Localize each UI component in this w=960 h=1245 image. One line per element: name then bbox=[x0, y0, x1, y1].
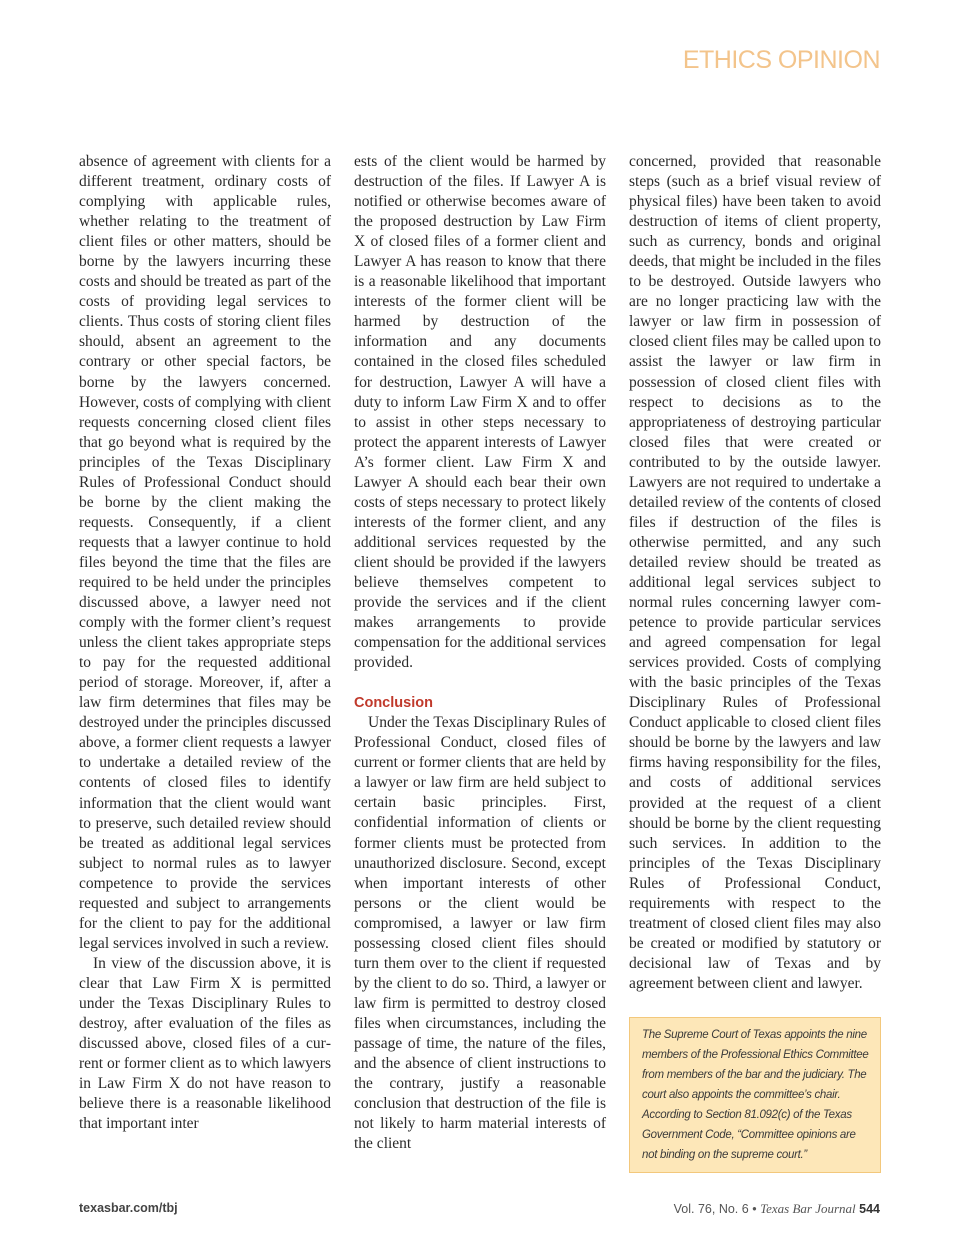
body-paragraph: ests of the client would be harmed by destruction of the files. If Lawyer A is notified or otherwise becomes aware of the proposed destruction by Law Firm X of closed files of a former client and Lawyer A has reason to know that there is a reasonable likelihood that important interests of the former client will be harmed by destruction of the information and any documents contained in the closed files scheduled for destruction, Lawyer A will have a duty to inform Law Firm X and to offer to assist in other steps necessary to protect the apparent interests of Lawyer A’s former client. Law Firm X and Lawyer A should each bear their own costs of steps necessary to protect likely interests of the former client, and any additional services requested by the client should be provided if the lawyers believe themselves competent to provide the services and if the client makes arrangements to provide compensation for the additional services provided. bbox=[354, 153, 606, 672]
footer-bullet: • bbox=[752, 1202, 757, 1216]
body-paragraph: concerned, provided that reasonable steps (such as a brief visual review of physical files) have been taken to avoid destruction of items of client property, such as currency, bonds and original deeds, that might be included in the files to be destroyed. Outside lawyers who are no longer practicing law with the lawyer or law firm in possession of closed client files may be called upon to assist the lawyer or law firm in possession of closed client files with respect to decisions as to the appropriateness of destroying particular closed files that were created or contributed to by the outside lawyer. Lawyers are not required to undertake a detailed review of the contents of closed files if destruction of the files is otherwise permitted, and any such detailed review should be treated as additional legal services subject to normal rules concerning lawyer competence to provide particular services and agreed compensation for legal services provided. Costs of complying with the basic principles of the Texas Disciplinary Rules of Professional Conduct applicable to closed client files should be borne by the lawyers and law firms having responsibility for the files, and costs of additional services provided at the request of a client should be borne by the client requesting such services. In addition to the principles of the Texas Disciplinary Rules of Professional Conduct, requirements with respect to the treatment of closed client files may also be created or modified by statutory or decisional law of Texas and by agreement between client and lawyer. bbox=[629, 153, 881, 992]
text-column-2 bbox=[354, 152, 606, 1154]
committee-note-box: The Supreme Court of Texas appoints the nine members of the Professional Ethics Committee from members of the bar and the judiciary. The court also appoints the committee’s chair. According to Section 81.092(c) of the Texas Government Code, “Committee opinions are not binding on the supreme court.” bbox=[629, 1017, 881, 1173]
section-title: ETHICS OPINION bbox=[682, 46, 880, 74]
footer-journal: Texas Bar Journal bbox=[760, 1201, 856, 1216]
text-column-1 bbox=[79, 152, 331, 1134]
page-number: 544 bbox=[859, 1202, 880, 1216]
footer-volume: Vol. 76, No. 6 bbox=[673, 1202, 749, 1216]
footer-website: texasbar.com/tbj bbox=[79, 1201, 178, 1215]
body-paragraph: absence of agreement with clients for a different treatment, ordinary costs of complying with applicable rules, whether relating to the treatment of client files or other matters, should be borne by the lawyers incurring these costs and should be treated as part of the costs of providing legal services to clients. Thus costs of storing client files should, absent an agreement to the contrary or other special factors, be borne by the lawyers concerned. However, costs of complying with client requests concerning closed client files that go beyond what is required by the principles of the Texas Disciplinary Rules of Professional Conduct should be borne by the client making the requests. Consequently, if a client requests that a lawyer continue to hold files beyond the time that the files are required to be held under the principles discussed above, a lawyer need not comply with the former client’s request unless the client takes appropriate steps to pay for the requested additional period of storage. Moreover, if, after a law firm determines that files may be destroyed under the principles discussed above, a former client requests a lawyer to undertake a detailed review of the contents of closed files to identify information that the client would want to preserve, such detailed review should be treated as additional legal services subject to normal rules as to lawyer competence to provide the services requested and subject to arrangements for the client to pay for the additional legal services involved in such a review. bbox=[79, 153, 331, 952]
footer-citation bbox=[674, 1201, 880, 1217]
conclusion-heading: Conclusion bbox=[354, 695, 433, 712]
body-paragraph: In view of the discussion above, it is clear that Law Firm X is permitted under the Texas Disciplinary Rules to destroy, after evaluation of the files as discussed above, closed files of a current or former client as to which lawyers in Law Firm X do not have reason to believe there is a reasonable likelihood that important inter bbox=[79, 954, 331, 1133]
body-paragraph: Under the Texas Disciplinary Rules of Professional Conduct, closed files of current or former clients that are held by a lawyer or law firm are held subject to certain basic principles. First, confidential information of clients or former clients must be protected from unauthorized disclosure. Second, except when important interests of other persons or the client would be compromised, a lawyer or law firm possessing closed client files should turn them over to the client if requested by the client to do so. Third, a lawyer or law firm is permitted to destroy closed files when circumstances, including the passage of time, the nature of the files, and the absence of client instructions to the contrary, justify a reasonable conclusion that destruction of the file is not likely to harm material interests of the client bbox=[354, 714, 606, 1153]
text-column-3 bbox=[629, 152, 881, 994]
